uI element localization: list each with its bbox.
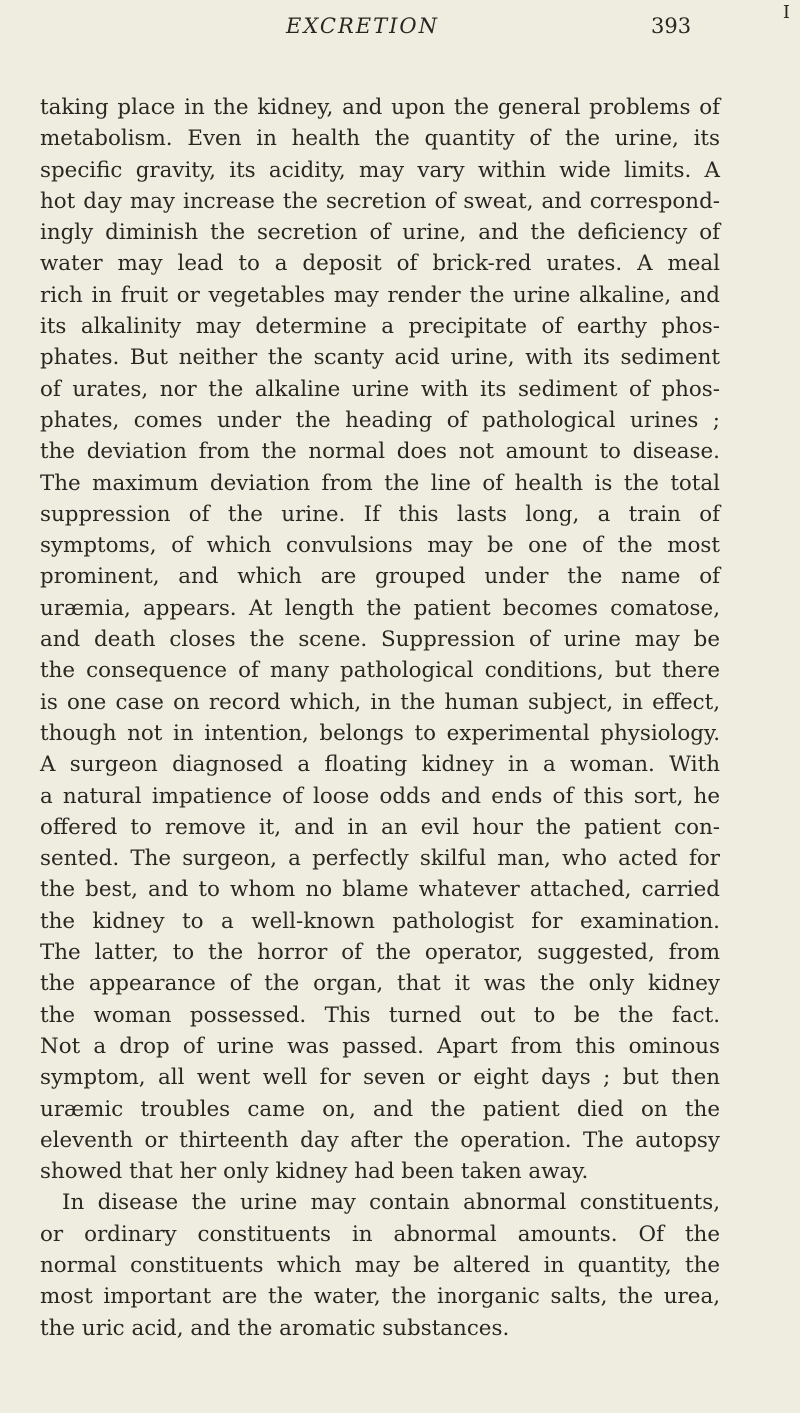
text-line: ingly diminish the secretion of urine, and the deficiency of xyxy=(40,220,720,246)
text-line: the appearance of the organ, that it was the only kidney xyxy=(40,971,720,997)
text-line: symptoms, of which convulsions may be one of the most xyxy=(40,533,720,559)
text-line: its alkalinity may determine a precipitate of earthy phos- xyxy=(40,314,720,340)
page-number: 393 xyxy=(651,14,692,38)
text-line: rich in fruit or vegetables may render the urine alkaline, and xyxy=(40,282,720,308)
running-head xyxy=(0,2,800,48)
text-line: is one case on record which, in the human subject, in effect, xyxy=(40,689,720,715)
text-line: most important are the water, the inorganic salts, the urea, xyxy=(40,1284,720,1310)
corner-mark: I xyxy=(782,2,790,23)
text-line: the deviation from the normal does not amount to disease. xyxy=(40,439,720,465)
text-line: the uric acid, and the aromatic substances. xyxy=(40,1315,510,1341)
text-line: sented. The surgeon, a perfectly skilful man, who acted for xyxy=(40,846,720,872)
text-line: phates. But neither the scanty acid urine, with its sediment xyxy=(40,345,720,371)
text-line: The maximum deviation from the line of health is the total xyxy=(40,470,720,496)
text-line: showed that her only kidney had been taken away. xyxy=(40,1159,589,1185)
text-line: In disease the urine may contain abnormal constituents, xyxy=(62,1190,720,1216)
running-title: EXCRETION xyxy=(286,14,440,38)
text-line: the woman possessed. This turned out to be the fact. xyxy=(40,1002,720,1028)
text-line: phates, comes under the heading of pathological urines ; xyxy=(40,407,720,433)
text-line: prominent, and which are grouped under the name of xyxy=(40,564,720,590)
text-line: uræmia, appears. At length the patient becomes comatose, xyxy=(40,595,720,621)
text-line: specific gravity, its acidity, may vary within wide limits. A xyxy=(40,157,720,183)
text-line: symptom, all went well for seven or eight days ; but then xyxy=(40,1065,720,1091)
text-line: Not a drop of urine was passed. Apart from this ominous xyxy=(40,1033,720,1059)
text-line: though not in intention, belongs to experimental physiology. xyxy=(40,720,720,746)
text-line: metabolism. Even in health the quantity of the urine, its xyxy=(40,126,720,152)
body-text xyxy=(40,92,720,1344)
text-line: of urates, nor the alkaline urine with its sediment of phos- xyxy=(40,376,720,402)
text-line: uræmic troubles came on, and the patient died on the xyxy=(40,1096,720,1122)
text-line: suppression of the urine. If this lasts long, a train of xyxy=(40,501,720,527)
text-line: normal constituents which may be altered in quantity, the xyxy=(40,1252,720,1278)
text-line: or ordinary constituents in abnormal amounts. Of the xyxy=(40,1221,720,1247)
text-line: a natural impatience of loose odds and ends of this sort, he xyxy=(40,783,720,809)
text-line: the best, and to whom no blame whatever attached, carried xyxy=(40,877,720,903)
text-line: the consequence of many pathological conditions, but there xyxy=(40,658,720,684)
text-line: eleventh or thirteenth day after the operation. The autopsy xyxy=(40,1127,720,1153)
text-line: and death closes the scene. Suppression of urine may be xyxy=(40,627,720,653)
text-line: hot day may increase the secretion of sweat, and correspond- xyxy=(40,188,720,214)
text-line: The latter, to the horror of the operator, suggested, from xyxy=(40,940,720,966)
text-line: water may lead to a deposit of brick-red urates. A meal xyxy=(40,251,720,277)
text-line: taking place in the kidney, and upon the general problems of xyxy=(40,95,720,120)
text-line: A surgeon diagnosed a floating kidney in a woman. With xyxy=(40,752,720,778)
text-line: offered to remove it, and in an evil hour the patient con- xyxy=(40,814,720,840)
text-line: the kidney to a well-known pathologist for examination. xyxy=(40,908,720,934)
